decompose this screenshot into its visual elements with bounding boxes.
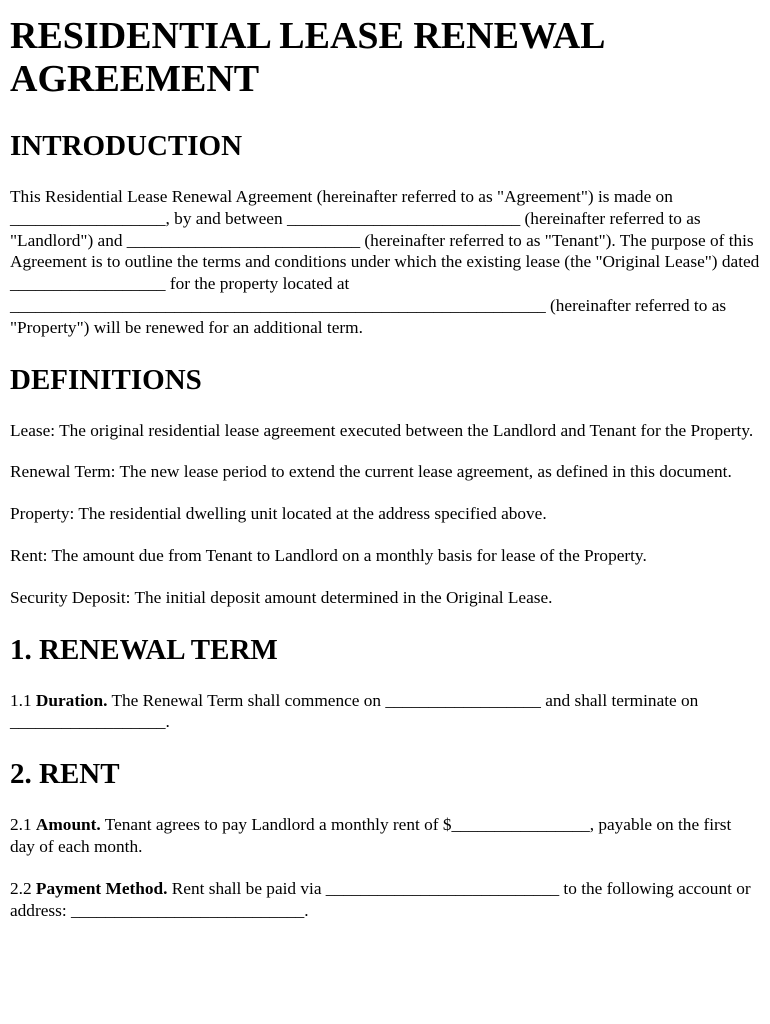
- clause-label: Amount.: [35, 815, 101, 835]
- definition-security-deposit: Security Deposit: The initial deposit amount determined in the Original Lease.: [10, 587, 553, 607]
- definitions-heading: DEFINITIONS: [10, 363, 202, 396]
- clause-text: Tenant agrees to pay Landlord a monthly rent of $________________, payable on the first day of each month.: [10, 815, 732, 856]
- clause-label: Duration.: [35, 690, 108, 710]
- introduction-heading: INTRODUCTION: [10, 130, 243, 162]
- definition-property: Property: The residential dwelling unit located at the address specified above.: [10, 504, 547, 524]
- rent-heading: 2. RENT: [10, 758, 120, 791]
- definition-renewal-term: Renewal Term: The new lease period to extend the current lease agreement, as defined in this document.: [10, 462, 732, 482]
- definition-lease: Lease: The original residential lease agreement executed between the Landlord and Tenant for the Property.: [10, 420, 754, 440]
- clause-label: Payment Method.: [35, 878, 168, 898]
- document-title: RESIDENTIAL LEASE RENEWAL AGREEMENT: [10, 15, 604, 100]
- clause-number: 1.1: [10, 690, 36, 710]
- clause-number: 2.2: [10, 878, 36, 898]
- clause-1-1: [10, 690, 760, 734]
- clause-text: The Renewal Term shall commence on __________________ and shall terminate on __________________.: [10, 690, 699, 732]
- definition-rent: Rent: The amount due from Tenant to Landlord on a monthly basis for lease of the Property.: [10, 545, 647, 565]
- clause-2-1: [10, 814, 760, 858]
- introduction-paragraph: This Residential Lease Renewal Agreement (hereinafter referred to as "Agreement") is made on __________________, by and between ___________________________ (hereinafter referred to as "Landlord") and ___________________________ (hereinafter referred to as "Tenant"). The purpose of this Agreement is to outline the terms and conditions under which the existing lease (the "Original Lease") dated __________________ for the property located at ______________________________________________________________ (hereinafter referred to as "Property") will be renewed for an additional term.: [10, 187, 760, 337]
- renewal-term-heading: 1. RENEWAL TERM: [10, 633, 278, 666]
- clause-text: Rent shall be paid via ___________________________ to the following account or address: ___________________________.: [10, 878, 751, 920]
- clause-number: 2.1: [10, 815, 36, 835]
- clause-2-2: [10, 878, 760, 922]
